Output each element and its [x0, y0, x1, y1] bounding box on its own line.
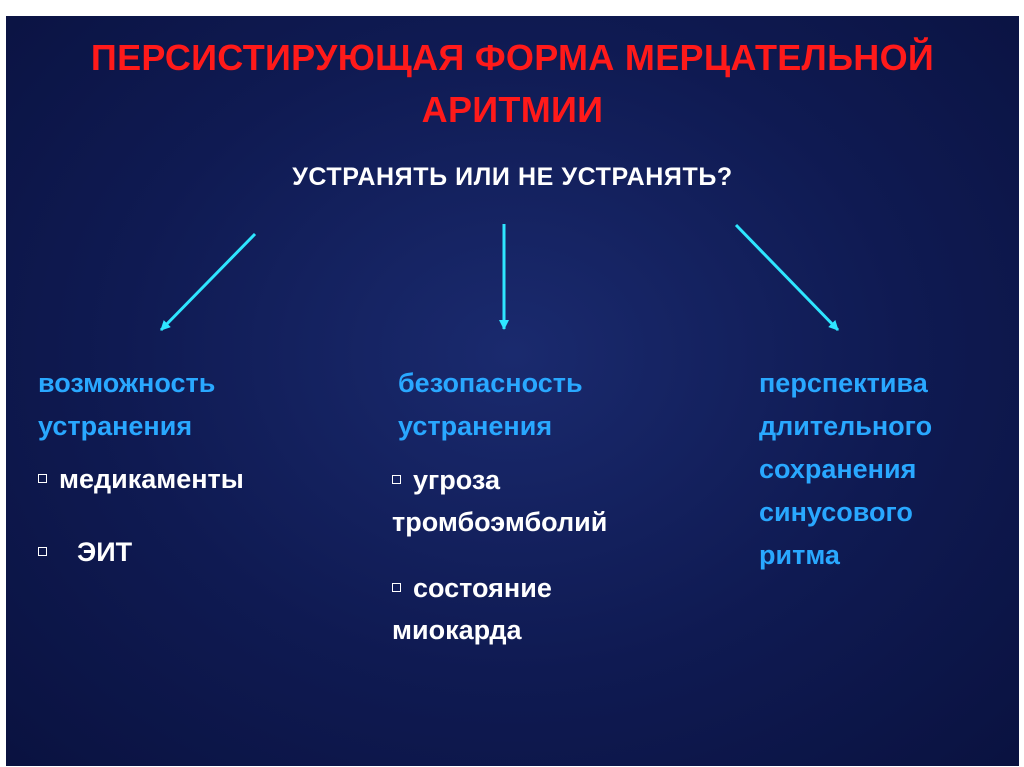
- bullet-square-icon: [392, 475, 401, 484]
- question-subtitle: УСТРАНЯТЬ ИЛИ НЕ УСТРАНЯТЬ?: [292, 163, 733, 191]
- bullet-text: медикаменты: [59, 464, 244, 494]
- arrow-right: [736, 225, 838, 330]
- title-line-1: ПЕРСИСТИРУЮЩАЯ ФОРМА МЕРЦАТЕЛЬНОЙ: [90, 37, 935, 78]
- heading-line: ритма: [759, 540, 840, 570]
- heading-line: устранения: [398, 411, 553, 441]
- heading-line: перспектива: [759, 368, 928, 398]
- heading-line: устранения: [38, 411, 193, 441]
- bullet-square-icon: [38, 547, 47, 556]
- bullet-square-icon: [392, 583, 401, 592]
- column-heading-1: [38, 362, 215, 448]
- bullet-text: состояние: [413, 573, 552, 603]
- arrow-left: [161, 234, 255, 330]
- bullet-text: тромбоэмболий: [392, 507, 608, 537]
- bullet-item: [38, 458, 244, 500]
- bullet-item: [392, 567, 552, 651]
- column-heading-3: [759, 362, 932, 577]
- bullet-text: угроза: [413, 465, 500, 495]
- heading-line: синусового: [759, 497, 913, 527]
- bullet-text: миокарда: [392, 615, 522, 645]
- column-heading-2: [398, 362, 583, 448]
- heading-line: сохранения: [759, 454, 917, 484]
- heading-line: безопасность: [398, 368, 583, 398]
- bullet-square-icon: [38, 474, 47, 483]
- heading-line: длительного: [759, 411, 933, 441]
- heading-line: возможность: [38, 368, 216, 398]
- slide: [6, 16, 1019, 766]
- title-line-2: АРИТМИИ: [421, 89, 604, 130]
- bullet-item: [38, 531, 132, 573]
- bullet-text: ЭИТ: [77, 537, 133, 567]
- bullet-item: [392, 459, 607, 543]
